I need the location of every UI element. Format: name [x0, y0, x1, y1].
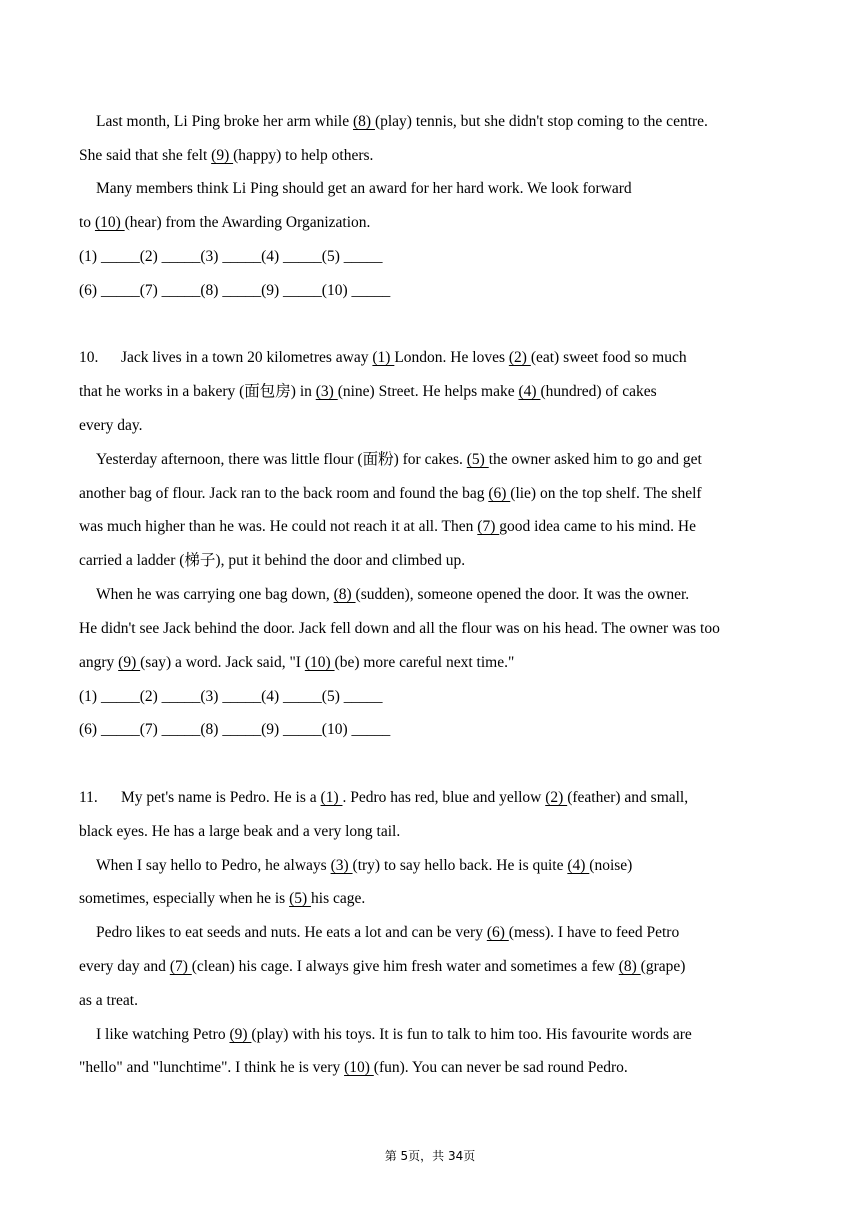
- p9-line-3: Many members think Li Ping should get an award for her hard work. We look forward: [96, 180, 632, 197]
- blank-7: (7): [169, 958, 192, 975]
- q11-line-9: "hello" and "lunchtime". I think he is very (10) (fun). You can never be sad round Pedro.: [79, 1059, 628, 1076]
- q10-line-6: was much higher than he was. He could not reach it at all. Then (7) good idea came to his mind. He: [79, 518, 696, 535]
- blank-2: (2): [508, 349, 531, 366]
- p9-line-4: to (10) (hear) from the Awarding Organization.: [79, 214, 371, 231]
- blank-10: (10): [304, 654, 335, 671]
- blank-9: (9): [229, 1026, 252, 1043]
- blank-5: (5): [466, 451, 489, 468]
- page-footer: 第 5页，共 34页: [384, 1149, 476, 1163]
- q11-line-7: as a treat.: [79, 992, 138, 1009]
- blank-7: (7): [477, 518, 500, 535]
- q11-line-5: Pedro likes to eat seeds and nuts. He eats a lot and can be very (6) (mess). I have to feed Petro: [96, 924, 680, 941]
- blank-2: (2): [545, 789, 568, 806]
- q11-line-3: When I say hello to Pedro, he always (3) (try) to say hello back. He is quite (4) (noise): [96, 857, 633, 874]
- blank-8: (8): [353, 113, 375, 130]
- blank-10: (10): [344, 1059, 374, 1076]
- blank-3: (3): [330, 857, 353, 874]
- q10-answer-row-2: (6) _____(7) _____(8) _____(9) _____(10) _____: [79, 721, 391, 738]
- q10-answer-row-1: (1) _____(2) _____(3) _____(4) _____(5) _____: [79, 688, 383, 705]
- p9-answer-row-2: (6) _____(7) _____(8) _____(9) _____(10) _____: [79, 282, 391, 299]
- blank-9: (9): [211, 147, 234, 164]
- q10-line-4: Yesterday afternoon, there was little flour (面粉) for cakes. (5) the owner asked him to go and get: [96, 451, 702, 468]
- q11-line-4: sometimes, especially when he is (5) his cage.: [79, 890, 366, 907]
- blank-3: (3): [315, 383, 338, 400]
- q11-line-2: black eyes. He has a large beak and a very long tail.: [79, 823, 401, 840]
- p9-answer-row-1: (1) _____(2) _____(3) _____(4) _____(5) _____: [79, 248, 383, 265]
- q11-line-1: 11. My pet's name is Pedro. He is a (1) . Pedro has red, blue and yellow (2) (feather) and small,: [79, 789, 689, 806]
- q10-line-7: carried a ladder (梯子), put it behind the door and climbed up.: [79, 552, 466, 569]
- blank-10: (10): [94, 214, 125, 231]
- q10-line-8: When he was carrying one bag down, (8) (sudden), someone opened the door. It was the owner.: [96, 586, 690, 603]
- q10-line-1: 10. Jack lives in a town 20 kilometres away (1) London. He loves (2) (eat) sweet food so much: [79, 349, 687, 366]
- blank-5: (5): [289, 890, 312, 907]
- q10-line-10: angry (9) (say) a word. Jack said, "I (10) (be) more careful next time.": [79, 654, 515, 671]
- q10-line-2: that he works in a bakery (面包房) in (3) (nine) Street. He helps make (4) (hundred) of cakes: [79, 383, 657, 400]
- p9-line-1: Last month, Li Ping broke her arm while (8) (play) tennis, but she didn't stop coming to the centre.: [96, 113, 708, 130]
- blank-8: (8): [618, 958, 641, 975]
- blank-4: (4): [518, 383, 541, 400]
- q10-line-3: every day.: [79, 417, 143, 434]
- q11-line-8: I like watching Petro (9) (play) with his toys. It is fun to talk to him too. His favourite words are: [96, 1026, 692, 1043]
- question-number: 11.: [79, 789, 98, 806]
- q11-line-6: every day and (7) (clean) his cage. I always give him fresh water and sometimes a few (8) (grape): [79, 958, 686, 975]
- blank-6: (6): [486, 924, 509, 941]
- blank-8: (8): [333, 586, 356, 603]
- q10-line-9: He didn't see Jack behind the door. Jack fell down and all the flour was on his head. The owner was too: [79, 620, 720, 637]
- q10-line-5: another bag of flour. Jack ran to the back room and found the bag (6) (lie) on the top shelf. The shelf: [79, 485, 702, 502]
- blank-9: (9): [118, 654, 141, 671]
- blank-6: (6): [488, 485, 511, 502]
- blank-4: (4): [567, 857, 590, 874]
- blank-1: (1): [320, 789, 343, 806]
- question-number: 10.: [79, 349, 99, 366]
- p9-line-2: She said that she felt (9) (happy) to help others.: [79, 147, 374, 164]
- blank-1: (1): [372, 349, 395, 366]
